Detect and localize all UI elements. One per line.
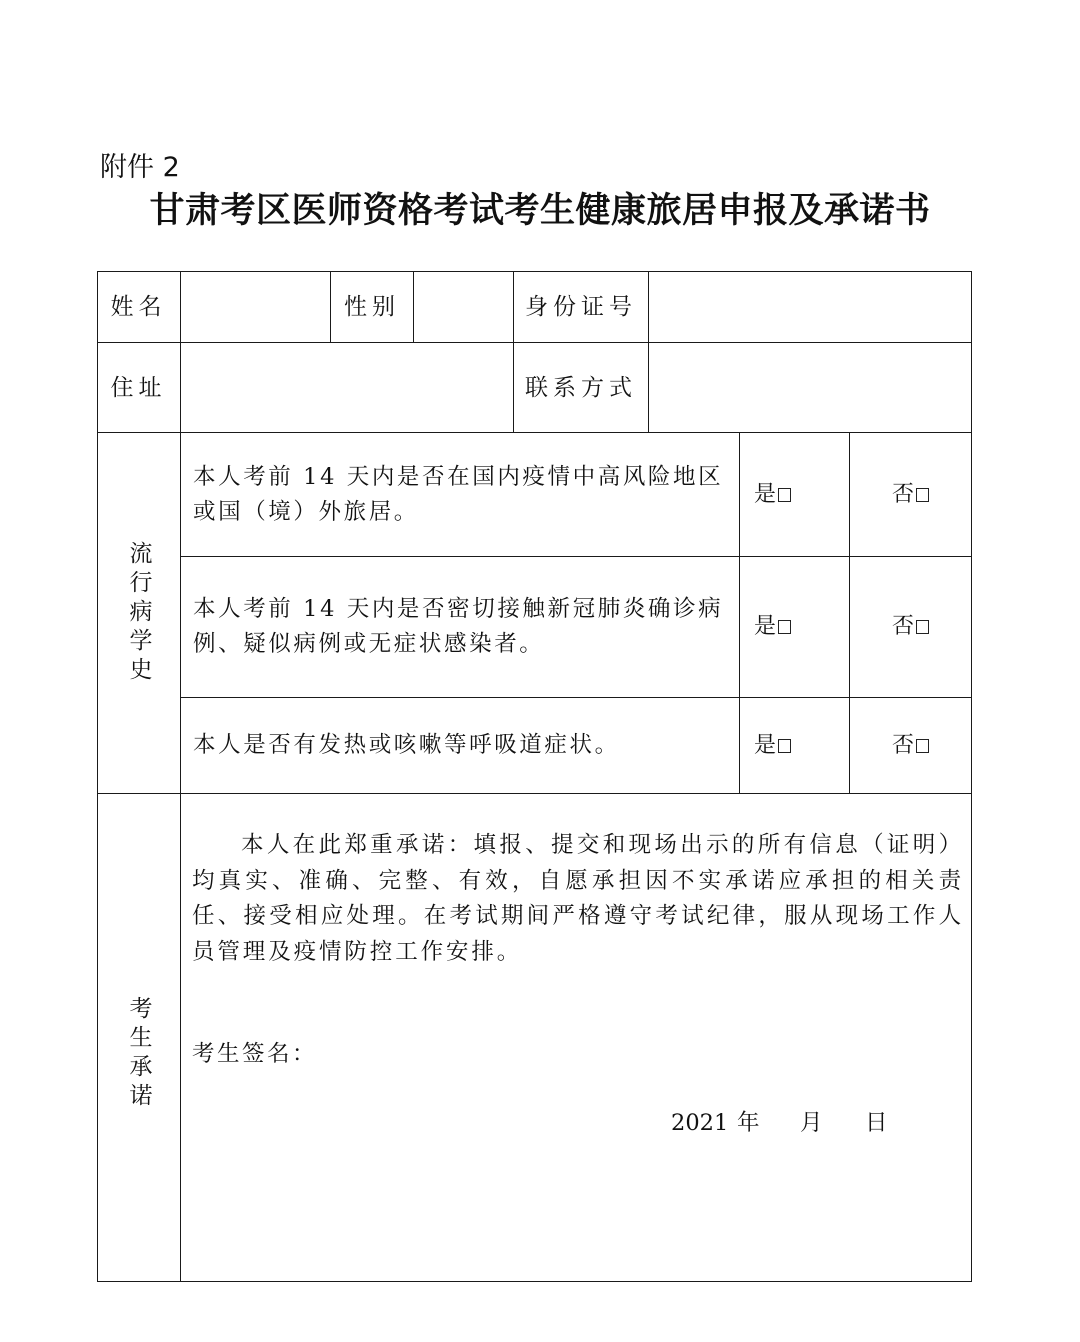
document-title: 甘肃考区医师资格考试考生健康旅居申报及承诺书 xyxy=(149,191,931,231)
checkbox-icon[interactable] xyxy=(778,488,791,502)
gender-field[interactable] xyxy=(414,272,513,342)
checkbox-icon[interactable] xyxy=(778,620,791,634)
yes-label: 是 xyxy=(753,481,776,507)
name-label: 姓名 xyxy=(110,294,167,320)
date-year: 2021 xyxy=(671,1110,729,1136)
no-label: 否 xyxy=(891,732,914,758)
gender-label: 性别 xyxy=(344,294,400,320)
question-1-text: 本人考前 14 天内是否在国内疫情中高风险地区或国（境）外旅居。 xyxy=(193,463,724,525)
candidate-pledge-label: 考生承诺 xyxy=(125,996,152,1112)
address-label: 住址 xyxy=(110,374,167,401)
signature-field[interactable] xyxy=(312,1037,712,1071)
question-3-no-option[interactable] xyxy=(850,698,971,793)
no-label: 否 xyxy=(891,481,914,507)
epidemiological-history-label: 流行病学史 xyxy=(125,540,152,686)
question-2-yes-option[interactable] xyxy=(740,557,805,697)
table-border-right xyxy=(971,271,972,1282)
id-number-field[interactable] xyxy=(649,272,971,342)
checkbox-icon[interactable] xyxy=(778,739,791,753)
contact-field[interactable] xyxy=(649,343,971,432)
pledge-text: 本人在此郑重承诺：填报、提交和现场出示的所有信息（证明）均真实、准确、完整、有效，自愿承担因不实承诺应承担的相关责任、接受相应处理。在考试期间严格遵守考试纪律，服从现场工作人员管理及疫情防控工作安排。 xyxy=(192,832,964,965)
yes-label: 是 xyxy=(753,614,776,639)
signature-label: 考生签名： xyxy=(192,1041,318,1067)
attachment-label: 附件 2 xyxy=(100,152,180,183)
question-3-yes-option[interactable] xyxy=(740,698,805,793)
question-2-text: 本人考前 14 天内是否密切接触新冠肺炎确诊病例、疑似病例或无症状感染者。 xyxy=(193,596,724,657)
checkbox-icon[interactable] xyxy=(916,488,929,502)
date-year-unit: 年 xyxy=(737,1110,760,1136)
date-day-unit: 日 xyxy=(865,1110,888,1136)
row-divider-3 xyxy=(97,793,972,794)
no-label: 否 xyxy=(891,614,914,639)
id-number-label: 身份证号 xyxy=(525,294,637,320)
checkbox-icon[interactable] xyxy=(916,739,929,753)
name-field[interactable] xyxy=(181,272,330,342)
address-field[interactable] xyxy=(181,343,513,432)
question-1-no-option[interactable] xyxy=(850,433,971,556)
question-2-no-option[interactable] xyxy=(850,557,971,697)
date-month-unit: 月 xyxy=(800,1110,823,1136)
yes-label: 是 xyxy=(753,732,776,758)
contact-label: 联系方式 xyxy=(525,374,637,401)
question-1-yes-option[interactable] xyxy=(740,433,805,556)
question-3-text: 本人是否有发热或咳嗽等呼吸道症状。 xyxy=(193,732,620,758)
table-border-bottom xyxy=(97,1281,972,1282)
checkbox-icon[interactable] xyxy=(916,620,929,634)
